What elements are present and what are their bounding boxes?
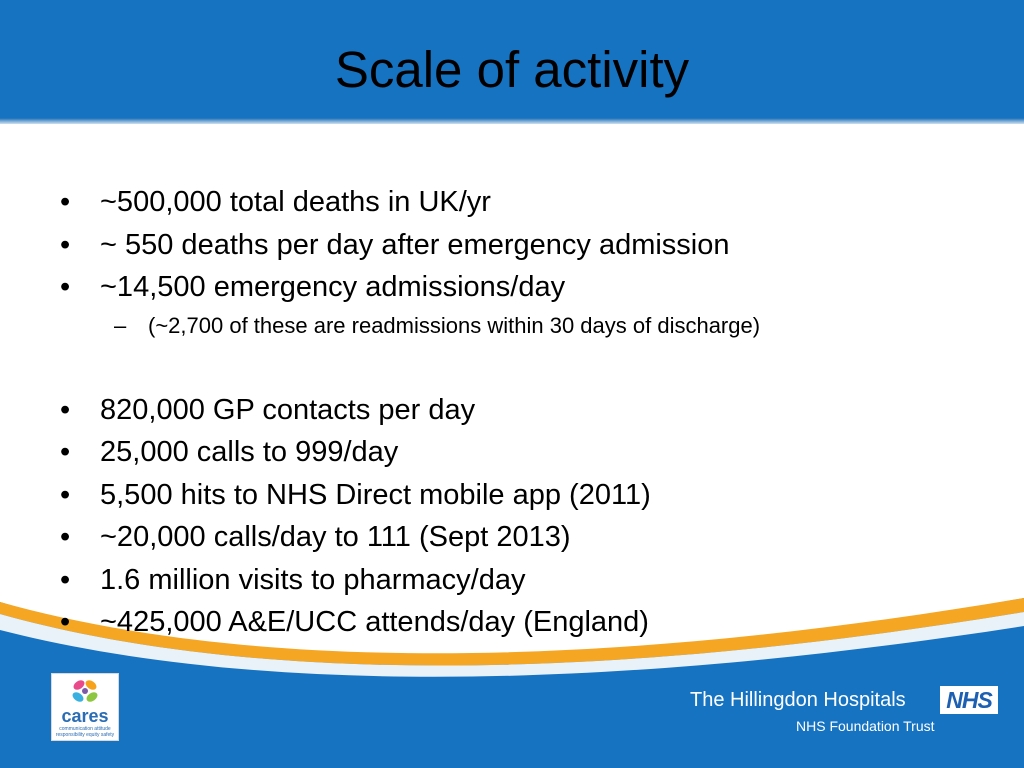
bullet-marker: • bbox=[60, 521, 71, 553]
sub-bullet-marker: – bbox=[114, 312, 127, 338]
bullet-marker: • bbox=[60, 271, 71, 303]
bullet-marker: • bbox=[60, 228, 71, 261]
bullet-marker: • bbox=[60, 563, 71, 596]
bullet-list bbox=[60, 181, 1000, 644]
bullet-marker: • bbox=[60, 478, 71, 511]
nhs-logo: NHS bbox=[940, 686, 998, 714]
sub-bullet-text: (~2,700 of these are readmissions within 30 days of discharge) bbox=[148, 312, 761, 338]
bullet-text: 820,000 GP contacts per day bbox=[100, 393, 476, 426]
bullet-item bbox=[60, 559, 1000, 602]
bullet-text: 25,000 calls to 999/day bbox=[100, 436, 399, 468]
bullet-item bbox=[60, 474, 1000, 517]
bullet-item bbox=[60, 224, 1000, 267]
bullet-text: 5,500 hits to NHS Direct mobile app (2011) bbox=[100, 478, 651, 511]
cares-logo-word: cares bbox=[61, 706, 109, 726]
bullet-text: ~425,000 A&E/UCC attends/day (England) bbox=[100, 606, 649, 638]
bullet-marker: • bbox=[60, 606, 71, 638]
cares-logo-tagline: communication attitude bbox=[59, 726, 111, 732]
bullet-item bbox=[60, 181, 1000, 224]
sub-bullet-item bbox=[60, 309, 1000, 343]
bullet-marker: • bbox=[60, 186, 71, 218]
cares-logo bbox=[51, 673, 119, 741]
cares-swirl-icon bbox=[52, 674, 118, 708]
bullet-text: ~14,500 emergency admissions/day bbox=[100, 271, 566, 303]
bullet-item bbox=[60, 431, 1000, 474]
bullet-item bbox=[60, 601, 1000, 644]
header-shadow bbox=[0, 118, 1024, 124]
bullet-text: 1.6 million visits to pharmacy/day bbox=[100, 563, 526, 596]
cares-logo-tagline: responsibility equity safety bbox=[55, 732, 115, 738]
slide-title: Scale of activity bbox=[334, 41, 690, 98]
organisation-name: The Hillingdon Hospitals bbox=[690, 689, 906, 711]
bullet-marker: • bbox=[60, 436, 71, 468]
bullet-item bbox=[60, 389, 1000, 432]
list-spacer bbox=[60, 343, 1000, 389]
bullet-text: ~500,000 total deaths in UK/yr bbox=[100, 186, 491, 218]
bullet-marker: • bbox=[60, 393, 71, 426]
organisation-subtitle: NHS Foundation Trust bbox=[796, 718, 935, 734]
bullet-item bbox=[60, 516, 1000, 559]
bullet-item bbox=[60, 266, 1000, 309]
bullet-text: ~20,000 calls/day to 111 (Sept 2013) bbox=[100, 521, 571, 553]
bullet-text: ~ 550 deaths per day after emergency admission bbox=[100, 228, 730, 261]
